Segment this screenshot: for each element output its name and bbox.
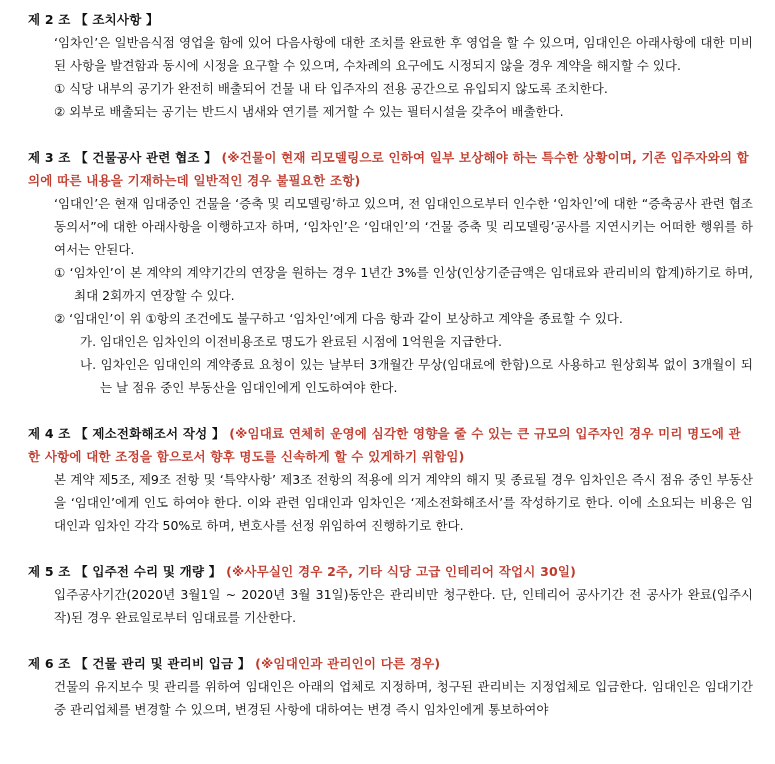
list-item: ① 식당 내부의 공기가 완전히 배출되어 건물 내 타 입주자의 전용 공간으로 유입되지 않도록 조치한다. [54, 81, 608, 96]
article-heading [28, 422, 753, 468]
article-4 [28, 422, 753, 537]
article-heading [28, 652, 753, 675]
article-note: (※건물이 현재 리모델링으로 인하여 일부 보상해야 하는 특수한 상황이며, 기존 입주자와의 합의에 따른 내용을 기재하는데 일반적인 경우 불필요한 조항) [28, 150, 749, 188]
article-number: 제 2 조 [28, 12, 71, 27]
article-paragraph: 입주공사기간(2020년 3월1일 ~ 2020년 3월 31일)동안은 관리비만 청구한다. 단, 인테리어 공사기간 전 공사가 완료(입주시작)된 경우 완료일로부터 임대료를 기산한다. [54, 587, 753, 625]
article-paragraph: 본 계약 제5조, 제9조 전항 및 ‘특약사항’ 제3조 전항의 적용에 의거 계약의 해지 및 종료될 경우 임차인은 즉시 점유 중인 부동산을 ‘임대인’에게 인도 하여야 한다. 이와 관련 임대인과 임차인은 ‘제소전화해조서’를 작성하기로 한다. 이에 소요되는 비용은 임대인과 임차인 각각 50%로 하며, 변호사를 선정 위임하여 진행하기로 한다. [54, 472, 753, 533]
article-number: 제 6 조 [28, 656, 71, 671]
article-number: 제 5 조 [28, 564, 71, 579]
list-item: ② ‘임대인’이 위 ①항의 조건에도 불구하고 ‘임차인’에게 다음 항과 같이 보상하고 계약을 종료할 수 있다. [54, 311, 623, 326]
article-note: (※임대료 연체히 운영에 심각한 영향을 줄 수 있는 큰 규모의 입주자인 경우 미리 명도에 관한 사항에 대한 조정을 함으로서 향후 명도를 신속하게 할 수 있게하기 위함임) [28, 426, 741, 464]
article-5 [28, 560, 753, 629]
article-note: (※사무실인 경우 2주, 기타 식당 고급 인테리어 작업시 30일) [226, 564, 577, 579]
article-paragraph: 건물의 유지보수 및 관리를 위하여 임대인은 아래의 업체로 지정하며, 청구된 관리비는 지정업체로 입금한다. 임대인은 임대기간 중 관리업체를 변경할 수 있으며, 변경된 사항에 대하여는 변경 즉시 임차인에게 통보하여야 [54, 679, 753, 717]
article-paragraph: ‘임차인’은 일반음식점 영업을 함에 있어 다음사항에 대한 조치를 완료한 후 영업을 할 수 있으며, 임대인은 아래사항에 대한 미비 된 사항을 발견함과 동시에 시정을 요구할 수 있으며, 수차례의 요구에도 시정되지 않을 경우 계약을 해지할 수 있다. [54, 35, 753, 73]
article-title: 【 제소전화해조서 작성 】 [75, 426, 225, 441]
article-title: 【 조치사항 】 [75, 12, 159, 27]
article-note: (※임대인과 관리인이 다른 경우) [255, 656, 441, 671]
sub-list-item: 가. 임대인은 임차인의 이전비용조로 명도가 완료된 시점에 1억원을 지급한다. [80, 334, 503, 349]
article-number: 제 3 조 [28, 150, 71, 165]
article-title: 【 건물공사 관련 협조 】 [75, 150, 217, 165]
article-2 [28, 8, 753, 123]
article-heading [28, 560, 753, 583]
article-6 [28, 652, 753, 721]
article-title: 【 건물 관리 및 관리비 입금 】 [75, 656, 251, 671]
article-paragraph: ‘임대인’은 현재 임대중인 건물을 ‘증축 및 리모델링’하고 있으며, 전 임대인으로부터 인수한 ‘임차인’에 대한 “증축공사 관련 협조 동의서”에 대한 아래사항을 이행하고자 하며, ‘임차인’은 ‘임대인’의 ‘건물 증축 및 리모델링’공사를 지연시키는 어떠한 행위를 하여서는 안된다. [54, 196, 753, 257]
list-item: ② 외부로 배출되는 공기는 반드시 냄새와 연기를 제거할 수 있는 필터시설을 갖추어 배출한다. [54, 104, 564, 119]
article-number: 제 4 조 [28, 426, 71, 441]
article-3 [28, 146, 753, 399]
sub-list-item: 나. 임차인은 임대인의 계약종료 요청이 있는 날부터 3개월간 무상(임대료에 한함)으로 사용하고 원상회복 없이 3개월이 되는 날 점유 중인 부동산을 임대인에게 인도하여야 한다. [80, 357, 753, 395]
article-heading [28, 146, 753, 192]
list-item: ① ‘임차인’이 본 계약의 계약기간의 연장을 원하는 경우 1년간 3%를 인상(인상기준금액은 임대료와 관리비의 합계)하기로 하며, 최대 2회까지 연장할 수 있다. [54, 265, 753, 303]
article-heading [28, 8, 753, 31]
article-title: 【 입주전 수리 및 개량 】 [75, 564, 222, 579]
